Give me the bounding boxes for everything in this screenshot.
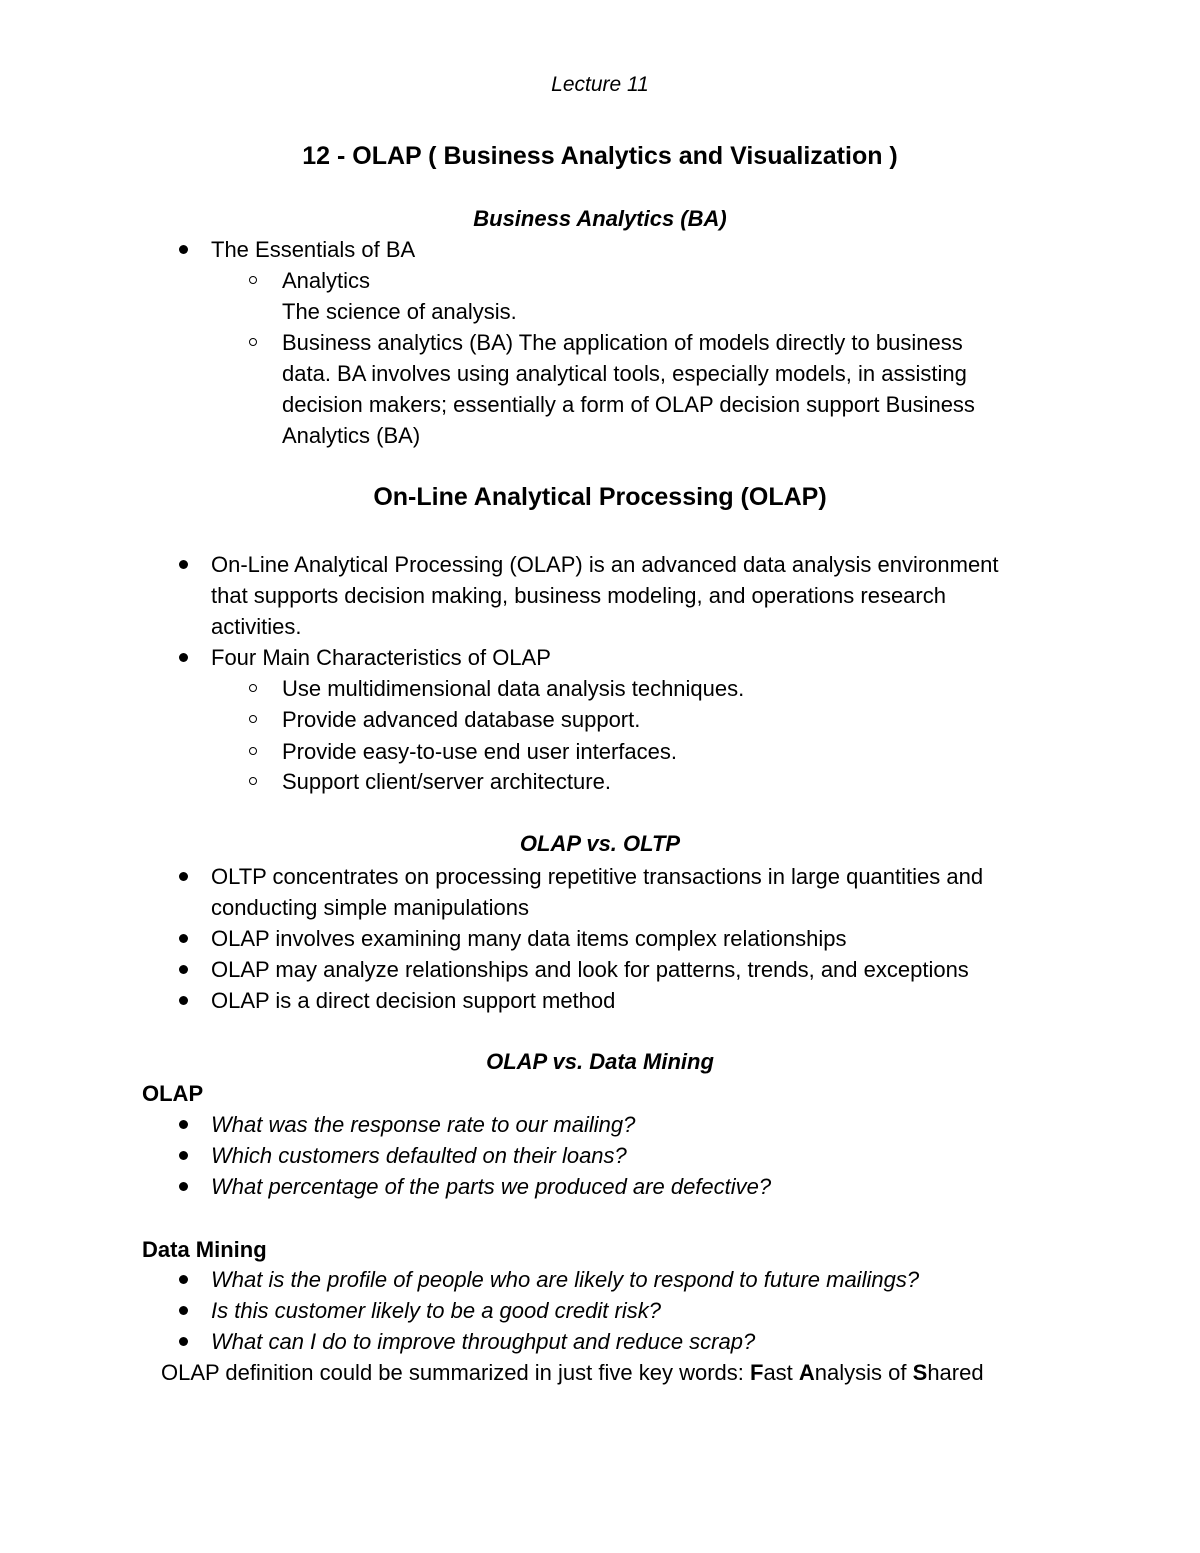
ba-essentials: The Essentials of BA xyxy=(211,237,416,262)
olap-def-line: On-Line Analytical Processing (OLAP) is an advanced data analysis environment xyxy=(211,552,999,577)
bullet-dot xyxy=(179,934,188,943)
characteristic-item: Provide easy-to-use end user interfaces. xyxy=(282,739,677,764)
dm-question: What is the profile of people who are likely to respond to future mailings? xyxy=(211,1267,920,1292)
bullet-circle xyxy=(249,777,257,785)
bullet-dot xyxy=(179,1337,188,1346)
bullet-dot xyxy=(179,1151,188,1160)
bullet-dot xyxy=(179,872,188,881)
bullet-circle xyxy=(249,715,257,723)
four-main-label: Four Main Characteristics of OLAP xyxy=(211,645,551,670)
bullet-dot xyxy=(179,1182,188,1191)
dm-question: Is this customer likely to be a good credit risk? xyxy=(211,1298,661,1323)
bullet-dot xyxy=(179,560,188,569)
bullet-dot xyxy=(179,245,188,254)
olap-heading: On-Line Analytical Processing (OLAP) xyxy=(373,483,827,511)
bullet-dot xyxy=(179,1275,188,1284)
characteristic-item: Support client/server architecture. xyxy=(282,769,611,794)
ba-line: Analytics (BA) xyxy=(282,423,421,448)
olap-def-line: that supports decision making, business modeling, and operations research xyxy=(211,583,946,608)
characteristic-item: Provide advanced database support. xyxy=(282,707,641,732)
olap-question: Which customers defaulted on their loans? xyxy=(211,1143,627,1168)
bullet-dot xyxy=(179,1306,188,1315)
olap-question: What percentage of the parts we produced are defective? xyxy=(211,1174,772,1199)
bullet-circle xyxy=(249,338,257,346)
oltp-item-line: OLTP concentrates on processing repetitive transactions in large quantities and xyxy=(211,864,984,889)
ba-line: data. BA involves using analytical tools, especially models, in assisting xyxy=(282,361,967,386)
olap-label: OLAP xyxy=(142,1081,204,1106)
bullet-circle xyxy=(249,747,257,755)
summary-line xyxy=(161,1357,984,1388)
ba-line: Business analytics (BA) The application of models directly to business xyxy=(282,330,963,355)
bullet-dot xyxy=(179,653,188,662)
summary-prefix: OLAP definition could be summarized in just five key words: xyxy=(161,1360,750,1385)
data-mining-label: Data Mining xyxy=(142,1237,267,1262)
summary-fast-rest: ast xyxy=(763,1360,799,1385)
bullet-circle xyxy=(249,276,257,284)
olap-def-line: activities. xyxy=(211,614,302,639)
summary-fast-initial: F xyxy=(749,1360,764,1385)
lecture-label: Lecture 11 xyxy=(551,73,649,96)
olap-question: What was the response rate to our mailing? xyxy=(211,1112,636,1137)
summary-shared-rest: hared xyxy=(927,1360,984,1385)
summary-shared-initial: S xyxy=(912,1360,928,1385)
oltp-item-line: conducting simple manipulations xyxy=(211,895,529,920)
dm-question: What can I do to improve throughput and reduce scrap? xyxy=(211,1329,756,1354)
oltp-item: OLAP may analyze relationships and look for patterns, trends, and exceptions xyxy=(211,957,969,982)
bullet-dot xyxy=(179,1120,188,1129)
oltp-heading: OLAP vs. OLTP xyxy=(519,831,681,856)
analytics-desc: The science of analysis. xyxy=(282,299,517,324)
summary-analysis-rest: nalysis of xyxy=(814,1360,913,1385)
page-title: 12 - OLAP ( Business Analytics and Visualization ) xyxy=(302,142,898,170)
bullet-circle xyxy=(249,684,257,692)
oltp-item: OLAP involves examining many data items complex relationships xyxy=(211,926,847,951)
bullet-dot xyxy=(179,996,188,1005)
ba-line: decision makers; essentially a form of OLAP decision support Business xyxy=(282,392,975,417)
dm-heading: OLAP vs. Data Mining xyxy=(486,1049,714,1074)
oltp-item: OLAP is a direct decision support method xyxy=(211,988,616,1013)
bullet-dot xyxy=(179,965,188,974)
analytics-label: Analytics xyxy=(282,268,371,293)
characteristic-item: Use multidimensional data analysis techniques. xyxy=(282,676,745,701)
ba-heading: Business Analytics (BA) xyxy=(473,206,727,231)
summary-analysis-initial: A xyxy=(798,1360,815,1385)
